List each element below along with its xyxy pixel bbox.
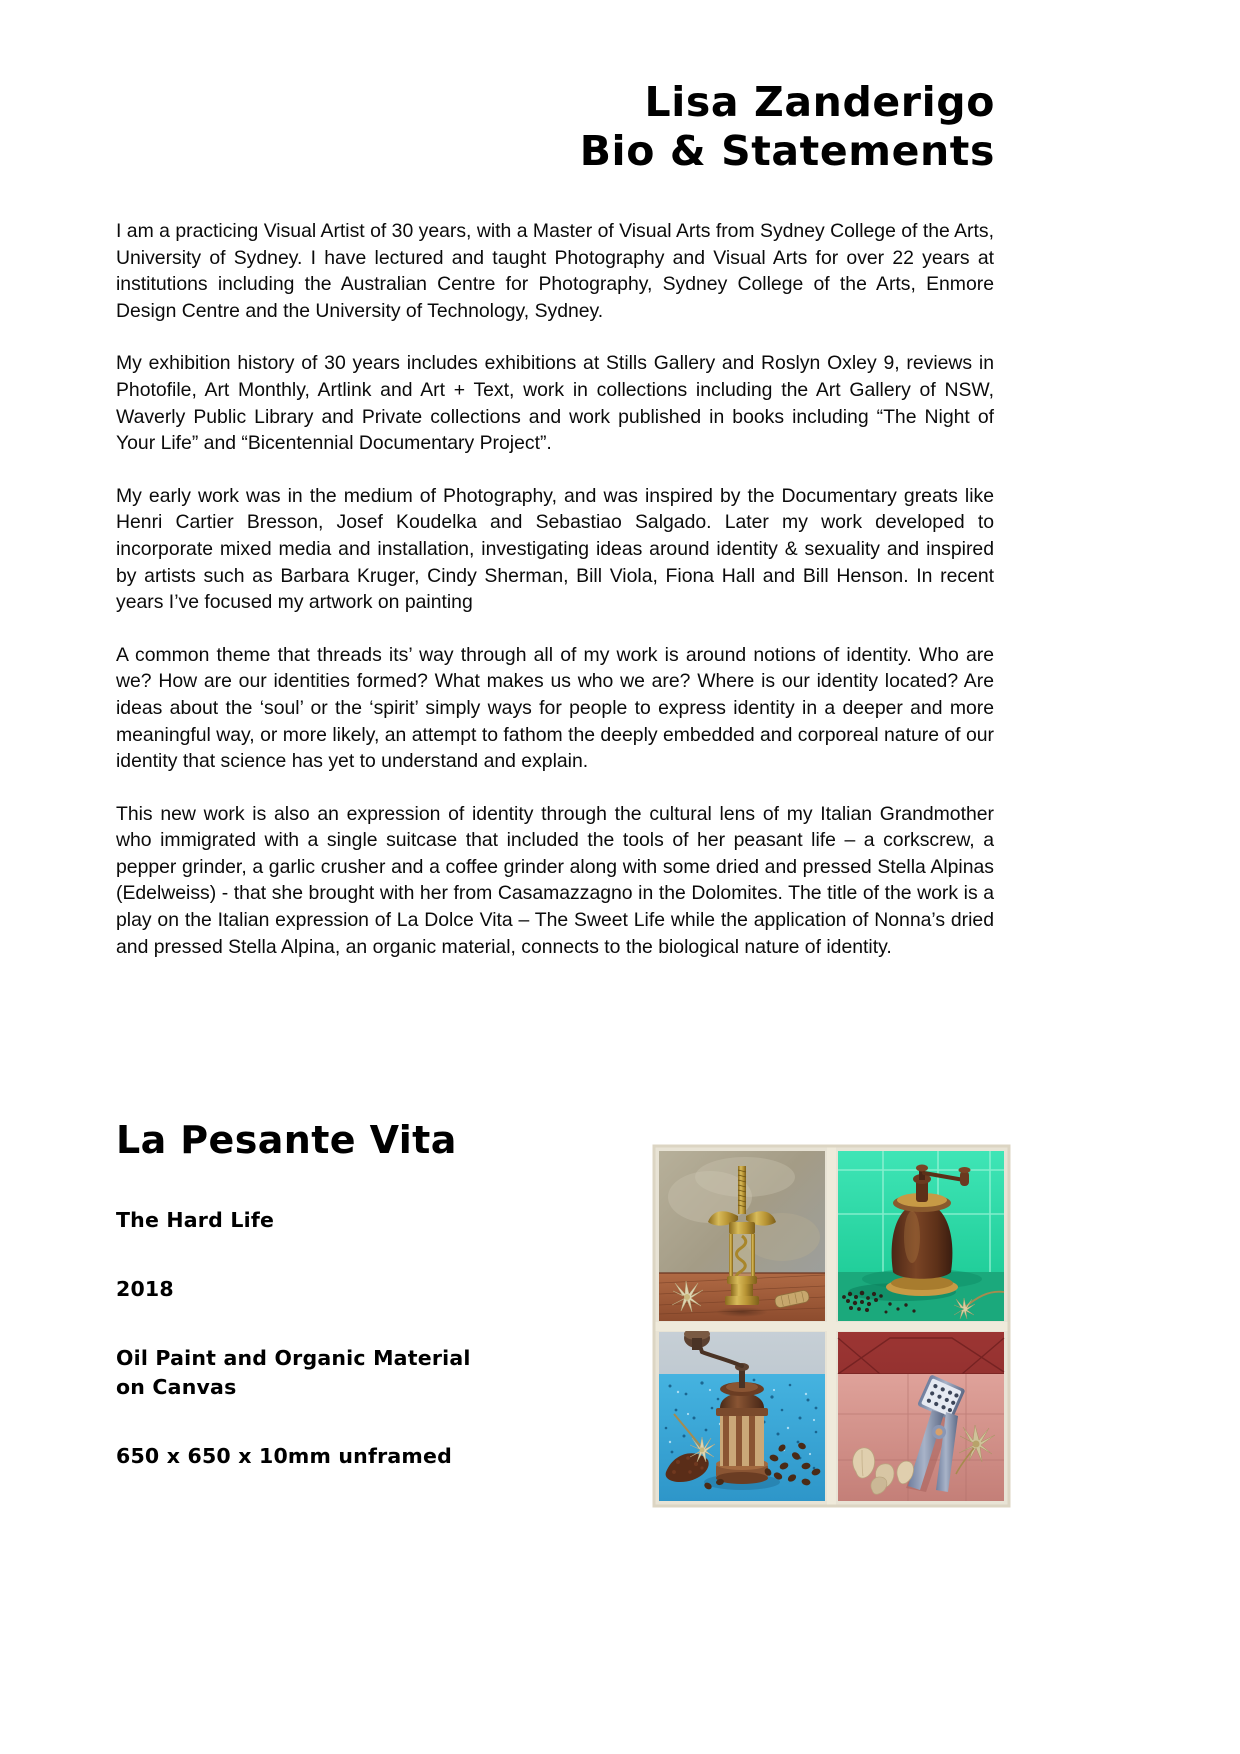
artwork-subtitle: The Hard Life xyxy=(116,1208,275,1232)
artwork-year: 2018 xyxy=(116,1277,174,1301)
artwork-dimensions: 650 x 650 x 10mm unframed xyxy=(116,1444,452,1468)
bio-statement-body xyxy=(116,218,994,960)
paragraph-exhibition-history: My exhibition history of 30 years includes exhibitions at Stills Gallery and Roslyn Oxley 9, reviews in Photofile, Art Monthly, Artlink and Art + Text, work in collections including the Art Gallery of NSW, Waverly Public Library and Private collections and work published in books including “The Night of Your Life” and “Bicentennial Documentary Project”. xyxy=(116,352,994,455)
panel-coffee-grinder xyxy=(659,1328,825,1501)
artwork-medium-line1: Oil Paint and Organic Material xyxy=(116,1346,471,1370)
paragraph-early-work: My early work was in the medium of Photography, and was inspired by the Documentary greats like Henri Cartier Bresson, Josef Koudelka and Sebastiao Salgado. Later my work developed to incorporate mixed media and installation, investigating ideas around identity & sexuality and inspired by artists such as Barbara Kruger, Cindy Sherman, Bill Viola, Fiona Hall and Bill Henson. In recent years I’ve focused my artwork on painting xyxy=(116,484,994,614)
panel-garlic-crusher xyxy=(838,1332,1004,1501)
artwork-title: La Pesante Vita xyxy=(116,1118,457,1162)
document-subtitle: Bio & Statements xyxy=(579,127,995,175)
page-title xyxy=(115,78,995,176)
panel-pepper-grinder xyxy=(838,1151,1004,1321)
artwork-medium xyxy=(116,1344,576,1402)
artwork-medium-line2: on Canvas xyxy=(116,1375,237,1399)
artwork-image xyxy=(650,1142,1013,1510)
paragraph-bio: I am a practicing Visual Artist of 30 years, with a Master of Visual Arts from Sydney College of the Arts, University of Sydney. I have lectured and taught Photography and Visual Arts for over 22 years at institutions including the Australian Centre for Photography, Sydney College of the Arts, Enmore Design Centre and the University of Technology, Sydney. xyxy=(116,220,994,322)
paragraph-new-work: This new work is also an expression of identity through the cultural lens of my Italian Grandmother who immigrated with a single suitcase that included the tools of her peasant life – a corkscrew, a pepper grinder, a garlic crusher and a coffee grinder along with some dried and pressed Stella Alpinas (Edelweiss) - that she brought with her from Casamazzagno in the Dolomites. The title of the work is a play on the Italian expression of La Dolce Vita – The Sweet Life while the application of Nonna’s dried and pressed Stella Alpina, an organic material, connects to the biological nature of identity. xyxy=(116,802,994,958)
artwork-caption xyxy=(116,1118,576,1471)
artist-name: Lisa Zanderigo xyxy=(644,78,995,126)
paragraph-common-theme: A common theme that threads its’ way through all of my work is around notions of identity. Who are we? How are our identities formed? What makes us who we are? Where is our identity located? Are ideas about the ‘soul’ or the ‘spirit’ simply ways for people to express identity in a deeper and more meaningful way, or more likely, an attempt to fathom the deeply embedded and corporeal nature of our identity that science has yet to understand and explain. xyxy=(116,643,994,773)
panel-corkscrew xyxy=(659,1151,825,1321)
